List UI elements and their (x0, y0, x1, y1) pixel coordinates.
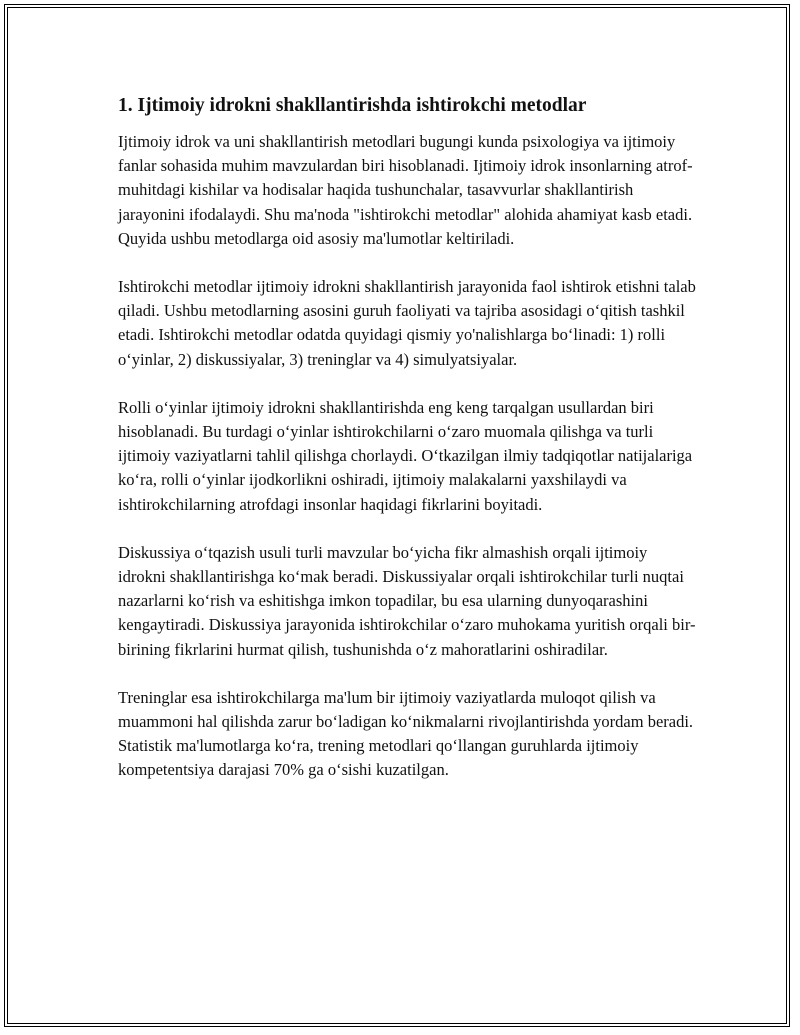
paragraph-discussion: Diskussiya o‘tqazish usuli turli mavzular bo‘yicha fikr almashish orqali ijtimoiy idrokni shakllantirishga ko‘mak beradi. Diskussiyalar orqali ishtirokchilar turli nuqtai nazarlarni ko‘rish va eshitishga imkon topadilar, bu esa ularning dunyoqarashini kengaytiradi. Diskussiya jarayonida ishtirokchilar o‘zaro muhokama yuritish orqali bir-birining fikrlarini hurmat qilish, tushunishda o‘z mahoratlarini oshiradilar. (118, 542, 696, 659)
paragraph-participatory-methods: Ishtirokchi metodlar ijtimoiy idrokni shakllantirish jarayonida faol ishtirok etishni talab qiladi. Ushbu metodlarning asosini guruh faoliyati va tajriba asosidagi o‘qitish tashkil etadi. Ishtirokchi metodlar odatda quyidagi qismiy yo'nalishlarga bo‘linadi: 1) rolli o‘yinlar, 2) diskussiyalar, 3) treninglar va 4) simulyatsiyalar. (118, 277, 696, 369)
paragraph-trainings: Treninglar esa ishtirokchilarga ma'lum bir ijtimoiy vaziyatlarda muloqot qilish va muammoni hal qilishda zarur bo‘ladigan ko‘nikmalarni rivojlantirishda yordam beradi. Statistik ma'lumotlarga ko‘ra, trening metodlari qo‘llangan guruhlarda ijtimoiy kompetentsiya darajasi 70% ga o‘sishi kuzatilgan. (118, 687, 694, 780)
paragraph-intro: Ijtimoiy idrok va uni shakllantirish metodlari bugungi kunda psixologiya va ijtimoiy fanlar sohasida muhim mavzulardan biri hisoblanadi. Ijtimoiy idrok insonlarning atrof-muhitdagi kishilar va hodisalar haqida tushunchalar, tasavvurlar shakllantirish jarayonini ifodalaydi. Shu ma'noda "ishtirokchi metodlar" alohida ahamiyat kasb etadi. Quyida ushbu metodlarga oid asosiy ma'lumotlar keltiriladi. (118, 132, 693, 248)
paragraph-role-play: Rolli o‘yinlar ijtimoiy idrokni shakllantirishda eng keng tarqalgan usullardan biri hisoblanadi. Bu turdagi o‘yinlar ishtirokchilarni o‘zaro muomala qilishga va turli ijtimoiy vaziyatlarni tahlil qilishga chorlaydi. O‘tkazilgan ilmiy tadqiqotlar natijalariga ko‘ra, rolli o‘yinlar ijodkorlikni oshiradi, ijtimoiy malakalarni yaxshilaydi va ishtirokchilarning atrofdagi insonlar haqidagi fikrlarini boyitadi. (118, 397, 693, 514)
section-heading: 1. Ijtimoiy idrokni shakllantirishda ishtirokchi metodlar (118, 95, 587, 116)
document-body (118, 92, 698, 807)
